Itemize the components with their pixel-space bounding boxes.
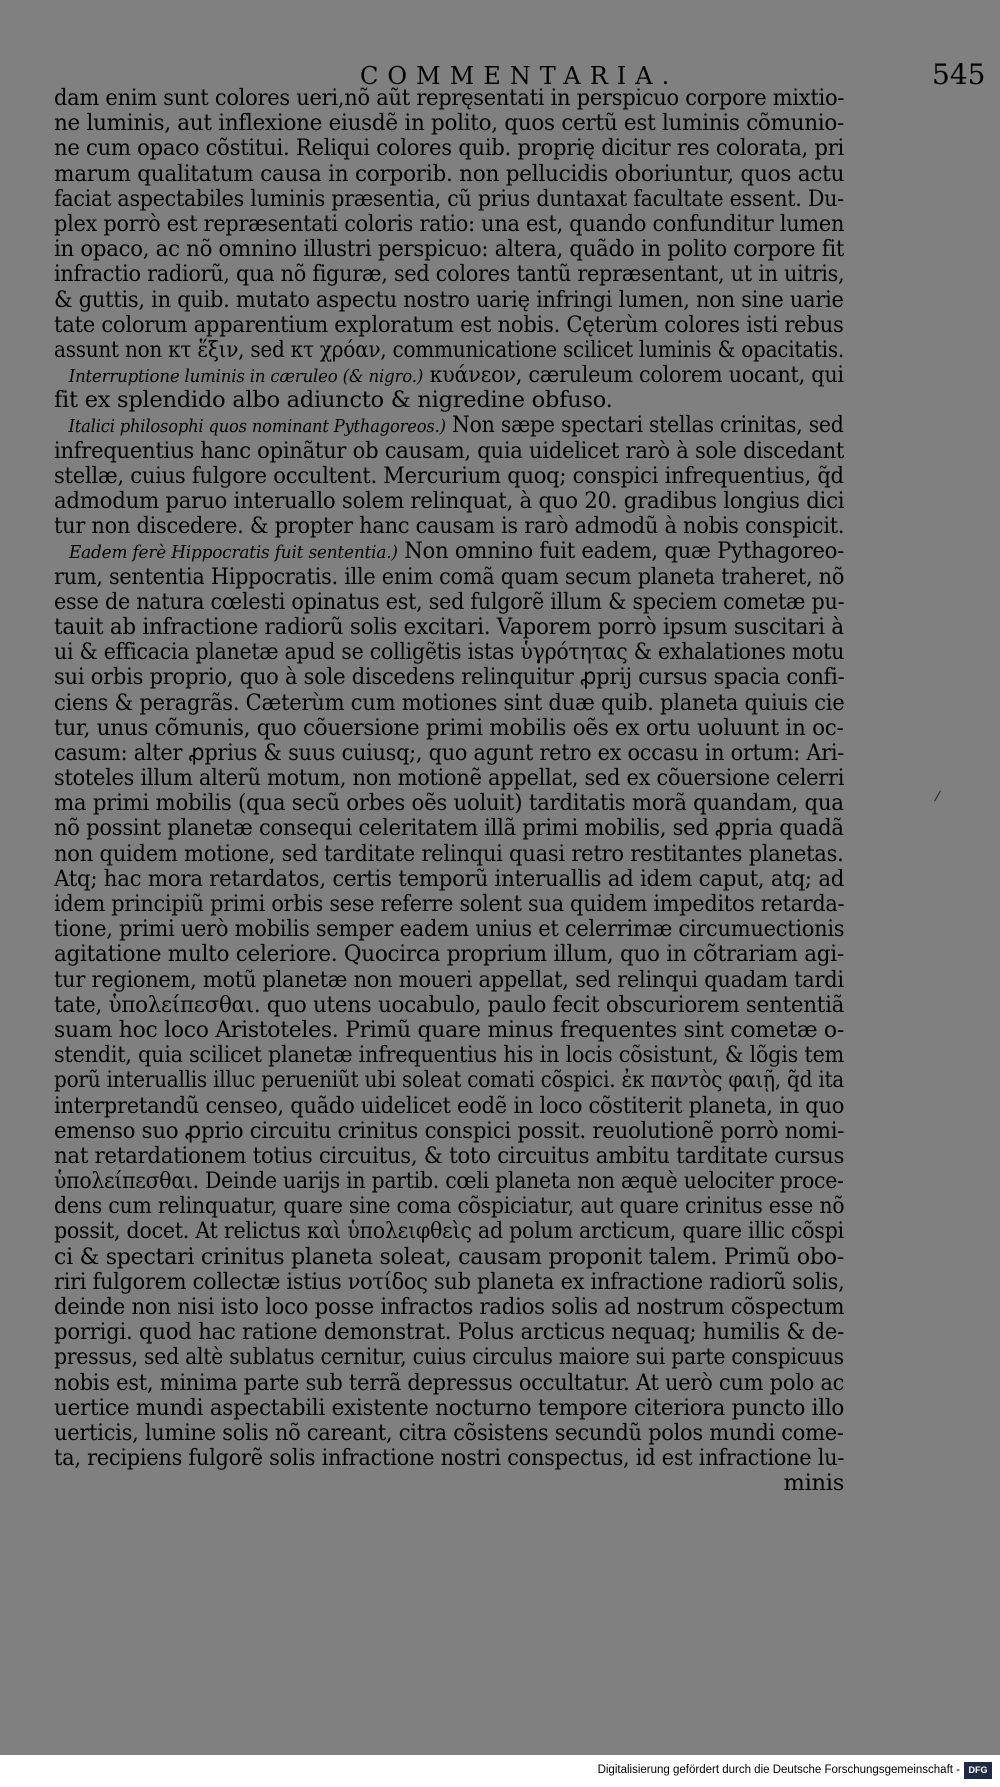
line-text: uertice mundi aspectabili existente nocturno tempore citeriora puncto illo — [54, 1395, 845, 1421]
text-line — [54, 1169, 844, 1194]
line-text: pressus, sed altè sublatus cernitur, cuius circulus maiore sui parte conspicuus — [54, 1345, 844, 1371]
text-line — [54, 111, 844, 136]
line-text: ne luminis, aut inflexione eiusdẽ in polito, quos certũ est luminis cõmunio- — [54, 111, 844, 137]
text-line — [54, 1119, 844, 1144]
line-text: riri fulgorem collectæ istius νοτίδος sub planeta ex infractione radiorũ solis, — [54, 1269, 845, 1295]
line-text: assunt non κτ ἕξιν, sed κτ χρόαν, communicatione scilicet luminis & opacitatis. — [54, 337, 844, 363]
line-text: faciat aspectabiles luminis præsentia, cũ prius duntaxat facultate essent. Du- — [54, 186, 844, 212]
text-line — [54, 1421, 844, 1446]
text-line — [54, 489, 844, 514]
text-line — [54, 237, 844, 262]
text-line — [54, 590, 844, 615]
line-text: infractio radiorũ, qua nõ figuræ, sed colores tantũ repræsentant, ut in uitris, — [54, 262, 844, 288]
text-line — [54, 615, 844, 640]
line-text: Atq; hac mora retardatos, certis temporũ interuallis ad idem caput, atq; ad — [54, 866, 844, 892]
text-line — [54, 1446, 844, 1471]
line-text: nõ possint planetæ consequi celeritatem illã primi mobilis, sed ꝓpria quadã — [54, 816, 844, 842]
text-line — [54, 136, 844, 161]
line-text: tauit ab infractione radiorũ solis excitari. Vaporem porrò ipsum suscitari à — [54, 614, 844, 640]
line-text: nat retardationem totius circuitus, & toto circuitus ambitu tarditate cursus — [54, 1143, 844, 1169]
text-line — [54, 464, 844, 489]
line-text: emenso suo ꝓprio circuitu crinitus conspici possit. reuolutionẽ porrò nomi- — [54, 1118, 844, 1144]
text-line — [54, 388, 844, 413]
line-text: Non omnino fuit eadem, quæ Pythagoreo- — [397, 539, 844, 565]
text-line — [54, 539, 859, 564]
text-line — [54, 716, 844, 741]
text-line — [54, 363, 859, 388]
line-text: tur regionem, motũ planetæ non moueri appellat, sed relinqui quadam tardi — [54, 967, 844, 993]
text-line — [54, 1371, 844, 1396]
text-line — [54, 816, 844, 841]
page-number: 545 — [932, 58, 986, 91]
line-text: tur non discedere. & propter hanc causam is rarò admodũ à nobis conspicit. — [54, 514, 844, 540]
line-text: esse de natura cœlesti opinatus est, sed fulgorẽ illum & speciem cometæ pu- — [54, 589, 845, 615]
line-text: plex porrò est repræsentati coloris ratio: una est, quando confunditur lumen — [54, 211, 845, 237]
line-text: ὑπολείπεσθαι. Deinde uarijs in partib. cœli planeta non æquè uelociter proce- — [54, 1169, 844, 1195]
line-text: suam hoc loco Aristoteles. Primũ quare minus frequentes sint cometæ o- — [54, 1017, 844, 1043]
line-text: minis — [783, 1471, 844, 1497]
text-line — [54, 1345, 844, 1370]
digitization-footer — [0, 1755, 1000, 1787]
line-text: ne cum opaco cõstitui. Reliqui colores quib. proprię dicitur res colorata, pri — [54, 136, 844, 162]
funding-credit: Digitalisierung gefördert durch die Deutsche Forschungsgemeinschaft - — [597, 1764, 960, 1776]
line-text: fit ex splendido albo adiuncto & nigredine obfuso. — [54, 388, 613, 414]
text-line — [54, 640, 844, 665]
text-line — [54, 917, 844, 942]
line-text: casum: alter ꝓprius & suus cuiusq;, quo agunt retro ex occasu in ortum: Ari- — [54, 740, 845, 766]
line-text: porũ interuallis illuc perueniũt ubi soleat comati cõspici. ἐκ παντὸς φαιῇ, q̃d ita — [54, 1068, 844, 1094]
text-line — [54, 187, 844, 212]
line-text: interpretandũ censeo, quãdo uidelicet eodẽ in loco cõstiterit planeta, in quo — [54, 1093, 844, 1119]
text-line — [54, 1144, 844, 1169]
text-line — [54, 993, 844, 1018]
lemma: Interruptione luminis in cæruleo (& nigro.) — [68, 366, 424, 388]
lemma: Italici philosophi quos nominant Pythagoreos.) — [68, 416, 446, 438]
text-line — [54, 791, 844, 816]
line-text: dam enim sunt colores ueri,nõ aũt repręsentati in perspicuo corpore mixtio- — [54, 86, 844, 111]
line-text: possit, docet. At relictus καὶ ὑπολειφθεὶς ad polum arcticum, quare illic cõspi — [54, 1219, 844, 1245]
line-text: ci & spectari crinitus planeta soleat, causam proponit talem. Primũ obo- — [54, 1244, 844, 1270]
text-line — [54, 1094, 844, 1119]
text-line — [54, 867, 844, 892]
text-line — [54, 565, 844, 590]
text-line — [54, 413, 859, 438]
line-text: ui & efficacia planetæ apud se colligẽtis istas ὑγρότητας & exhalationes motu — [54, 640, 844, 666]
line-text: Non sæpe spectari stellas crinitas, sed — [445, 413, 844, 439]
text-line — [54, 514, 844, 539]
line-text: stoteles illum alterũ motum, non motionẽ appellat, sed ex cõuersione celerri — [54, 766, 844, 792]
line-text: rum, sententia Hippocratis. ille enim comã quam secum planeta traheret, nõ — [54, 564, 844, 590]
line-text: idem principiũ primi orbis sese referre solent sua quidem impeditos retarda- — [54, 892, 844, 917]
line-text: κυάνεον, cæruleum colorem uocant, qui — [423, 363, 844, 389]
text-line — [54, 1245, 844, 1270]
lemma: Eadem ferè Hippocratis fuit sententia.) — [69, 542, 398, 564]
line-text: sui orbis proprio, quo à sole discedens relinquitur ꝓprij cursus spacia confi- — [54, 665, 844, 691]
text-line — [54, 1320, 844, 1345]
running-title: COMMENTARIA. — [360, 62, 679, 90]
text-line — [54, 665, 844, 690]
text-line — [54, 1270, 844, 1295]
line-text: tate colorum apparentium exploratum est nobis. Cęterùm colores isti rebus — [54, 312, 844, 338]
text-line — [54, 1396, 844, 1421]
text-line — [54, 1018, 844, 1043]
line-text: tur, unus cõmunis, quo cõuersione primi mobilis oẽs ex ortu uoluunt in oc- — [54, 715, 844, 741]
line-text: ma primi mobilis (qua secũ orbes oẽs uoluit) tarditatis morã quandam, qua — [54, 791, 844, 817]
text-line — [54, 942, 844, 967]
dfg-logo: DFG — [964, 1762, 992, 1779]
line-text: tione, primi uerò mobilis semper eadem unius et celerrimæ circumuectionis — [54, 917, 844, 943]
line-text: ciens & peragrãs. Cæterùm cum motiones sint duæ quib. planeta quiuis cie — [54, 690, 844, 716]
text-line — [54, 439, 844, 464]
text-line — [54, 212, 844, 237]
text-line — [54, 691, 844, 716]
text-line — [54, 313, 844, 338]
text-line — [54, 1194, 844, 1219]
line-text: tate, ὑπολείπεσθαι. quo utens uocabulo, paulo fecit obscuriorem sententiã — [54, 992, 845, 1018]
text-line — [54, 86, 844, 111]
text-line — [54, 288, 844, 313]
margin-mark — [934, 791, 941, 802]
text-line — [54, 1295, 844, 1320]
text-line — [54, 842, 844, 867]
text-line — [54, 892, 844, 917]
line-text: ta, recipiens fulgorẽ solis infractione nostri conspectus, id est infractione lu- — [54, 1446, 844, 1472]
text-line — [54, 1219, 844, 1244]
text-line — [54, 1471, 844, 1496]
line-text: nobis est, minima parte sub terrã depressus occultatur. At uerò cum polo ac — [54, 1370, 844, 1396]
line-text: admodum paruo interuallo solem relinquat, à quo 20. gradibus longius dici — [54, 489, 844, 514]
commentary-text — [54, 86, 844, 1497]
text-line — [54, 741, 844, 766]
line-text: infrequentius hanc opinãtur ob causam, quia uidelicet rarò à sole discedant — [54, 438, 844, 464]
line-text: uerticis, lumine solis nõ careant, citra cõsistens secundũ polos mundi come- — [54, 1420, 844, 1446]
line-text: deinde non nisi isto loco posse infractos radios solis ad nostrum cõspectum — [54, 1295, 845, 1320]
line-text: non quidem motione, sed tarditate relinqui quasi retro restitantes planetas. — [54, 841, 844, 867]
line-text: stellæ, cuius fulgore occultent. Mercurium quoq; conspici infrequentius, q̃d — [54, 463, 844, 489]
line-text: & guttis, in quib. mutato aspectu nostro uarię infringi lumen, non sine uarie — [54, 287, 844, 313]
line-text: marum qualitatum causa in corporib. non pellucidis oboriuntur, quos actu — [54, 161, 844, 187]
text-line — [54, 262, 844, 287]
text-line — [54, 766, 844, 791]
text-line — [54, 162, 844, 187]
line-text: in opaco, ac nõ omnino illustri perspicuo: altera, quãdo in polito corpore fit — [54, 237, 845, 263]
line-text: dens cum relinquatur, quare sine coma cõspiciatur, aut quare crinitus esse nõ — [54, 1194, 845, 1220]
line-text: stendit, quia scilicet planetæ infrequentius his in locis cõsistunt, & lõgis tem — [54, 1043, 845, 1069]
text-line — [54, 338, 844, 363]
line-text: agitatione multo celeriore. Quocirca proprium illum, quo in cõtrariam agi- — [54, 942, 844, 968]
text-line — [54, 1068, 844, 1093]
text-line — [54, 1043, 844, 1068]
line-text: porrigi. quod hac ratione demonstrat. Polus arcticus nequaq; humilis & de- — [54, 1320, 845, 1346]
text-line — [54, 968, 844, 993]
